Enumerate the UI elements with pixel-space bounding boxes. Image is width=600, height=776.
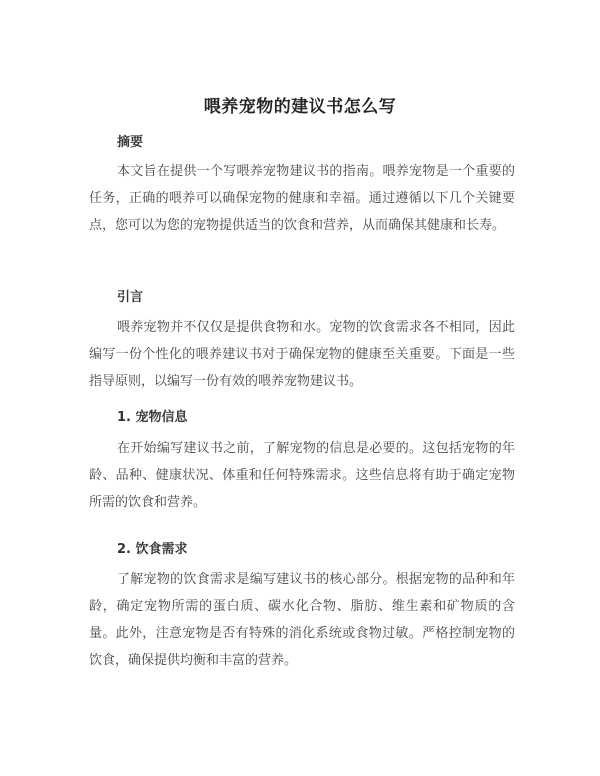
section-heading-introduction: 引言: [117, 290, 144, 305]
section-heading-pet-info: 1. 宠物信息: [117, 410, 188, 425]
section-heading-abstract: 摘要: [117, 135, 144, 150]
section-body-pet-info: 在开始编写建议书之前，了解宠物的信息是必要的。这包括宠物的年龄、品种、健康状况、体重和任何特殊需求。这些信息将有助于确定宠物所需的饮食和营养。: [89, 441, 515, 510]
document-title: 喂养宠物的建议书怎么写: [203, 97, 397, 117]
section-heading-diet-needs: 2. 饮食需求: [117, 542, 188, 557]
section-body-diet-needs: 了解宠物的饮食需求是编写建议书的核心部分。根据宠物的品种和年龄，确定宠物所需的蛋白质、碳水化合物、脂肪、维生素和矿物质的含量。此外，注意宠物是否有特殊的消化系统或食物过敏。严格控制宠物的饮食，确保提供均衡和丰富的营养。: [89, 572, 515, 668]
section-body-abstract: 本文旨在提供一个写喂养宠物建议书的指南。喂养宠物是一个重要的任务，正确的喂养可以确保宠物的健康和幸福。通过遵循以下几个关键要点，您可以为您的宠物提供适当的饮食和营养，从而确保其健康和长寿。: [89, 164, 515, 233]
section-body-introduction: 喂养宠物并不仅仅是提供食物和水。宠物的饮食需求各不相同，因此编写一份个性化的喂养建议书对于确保宠物的健康至关重要。下面是一些指导原则，以编写一份有效的喂养宠物建议书。: [89, 320, 515, 389]
